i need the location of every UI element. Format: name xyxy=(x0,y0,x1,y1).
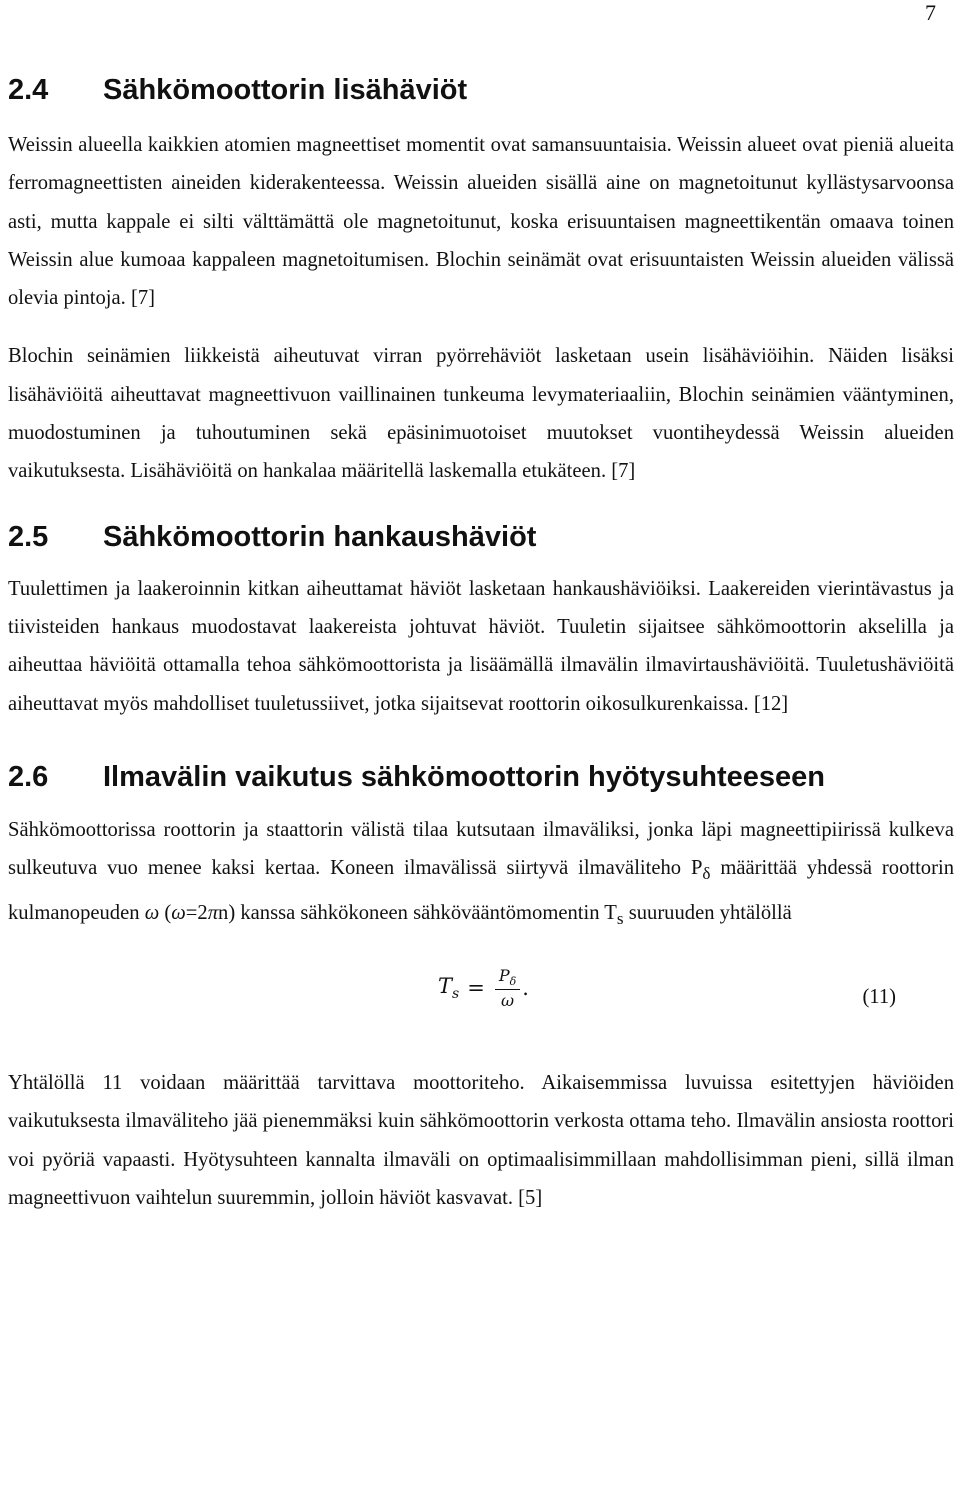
paragraph: Tuulettimen ja laakeroinnin kitkan aiheuttamat häviöt lasketaan hankaushäviöiksi. Laakereiden vierintävastus ja tiivisteiden hankaus muodostavat laakereista johtuvat häviöt. Tuuletin sijaitsee sähkömoottorin akselilla ja aiheuttaa häviöitä ottamalla tehoa sähkömoottorista ja lisäämällä ilmavälin ilmavirtaushäviöitä. Tuuletushäviöitä aiheuttavat myös mahdolliset tuuletussiivet, jotka sijaitsevat roottorin oikosulkurenkaissa. [12] xyxy=(8,577,954,715)
equation-lhs: $T_s$ xyxy=(438,973,460,1003)
paragraph-intro xyxy=(8,811,954,938)
section-title: Sähkömoottorin lisähäviöt xyxy=(103,74,468,106)
page-number: 7 xyxy=(925,0,936,25)
text-run: ( xyxy=(159,901,172,924)
section-number: 2.4 xyxy=(8,74,49,106)
equals-sign: = xyxy=(467,976,485,1001)
pi-symbol: π xyxy=(207,901,219,924)
text-run: suuruuden yhtälöllä xyxy=(623,901,792,924)
equation-period: . xyxy=(522,976,529,1001)
omega-symbol: ω xyxy=(171,901,186,924)
equation xyxy=(438,966,529,1010)
document-body xyxy=(8,70,954,1217)
paragraph: Weissin alueella kaikkien atomien magneettiset momentit ovat samansuuntaisia. Weissin alueet ovat pieniä alueita ferromagneettisten aineiden kiderakenteessa. Weissin alueiden sisällä aine on magnetoitunut kyllästysarvoonsa asti, mutta kappale ei silti välttämättä ole magnetoitunut, koska erisuuntaisen magneettikentän omaava toinen Weissin alue kumoaa kappaleen magnetoitumisen. Blochin seinämät ovat erisuuntaisten Weissin alueiden välissä olevia pintoja. [7] xyxy=(8,134,954,310)
subscript: δ xyxy=(702,864,711,884)
paragraph: Blochin seinämien liikkeistä aiheutuvat virran pyörrehäviöt lasketaan usein lisähäviöihin. Näiden lisäksi lisähäviöitä aiheuttavat magneettivuon vaillinainen tunkeuma levymateriaaliin, Blochin seinämien vääntyminen, muodostuminen ja tuhoutuminen sekä epäsinimuotoiset muutokset vuontiheydessä Weissin alueiden vaikutuksesta. Lisähäviöitä on hankalaa määritellä laskemalla etukäteen. [7] xyxy=(8,345,954,483)
section-title: Sähkömoottorin hankaushäviöt xyxy=(103,520,537,553)
section-number: 2.6 xyxy=(8,760,49,793)
text-run: =2 xyxy=(185,901,208,924)
fraction-denominator: ω xyxy=(500,991,515,1011)
omega-symbol: ω xyxy=(144,901,160,924)
section-heading-2-5 xyxy=(8,517,954,557)
text-run: Sähkömoottorissa roottorin ja staattorin välistä tilaa kutsutaan ilmaväliksi, jonka läpi magneettipiirissä kulkeva sulkeutuva vuo menee kaksi kertaa. Koneen ilmavälissä siirtyvä ilmaväliteho P xyxy=(8,818,954,880)
section-heading-2-4 xyxy=(8,70,954,110)
fraction xyxy=(495,966,520,1010)
section-heading-2-6 xyxy=(8,757,954,797)
paragraph: Yhtälöllä 11 voidaan määrittää tarvittava moottoriteho. Aikaisemmissa luvuissa esitettyjen häviöiden vaikutuksesta ilmaväliteho jää pienemmäksi kuin sähkömoottorin verkosta ottama teho. Ilmavälin ansiosta roottori voi pyöriä vapaasti. Hyötysuhteen kannalta ilmaväli on optimaalisimmillaan mahdollisimman pieni, sillä ilman magneettivuon vaihtelun suuremmin, jolloin häviöt kasvavat. [5] xyxy=(8,1071,954,1209)
equation-block xyxy=(8,964,954,1046)
section-number: 2.5 xyxy=(8,520,49,553)
section-title: Ilmavälin vaikutus sähkömoottorin hyötysuhteeseen xyxy=(103,760,825,793)
equation-number: (11) xyxy=(862,985,896,1008)
subscript: s xyxy=(616,908,624,928)
fraction-numerator: $P_\delta$ xyxy=(495,966,520,990)
text-run: n) kanssa sähkökoneen sähkövääntömomentin T xyxy=(218,901,617,924)
text-run: määrittää yhdessä roottorin kulmanopeuden xyxy=(8,857,954,924)
